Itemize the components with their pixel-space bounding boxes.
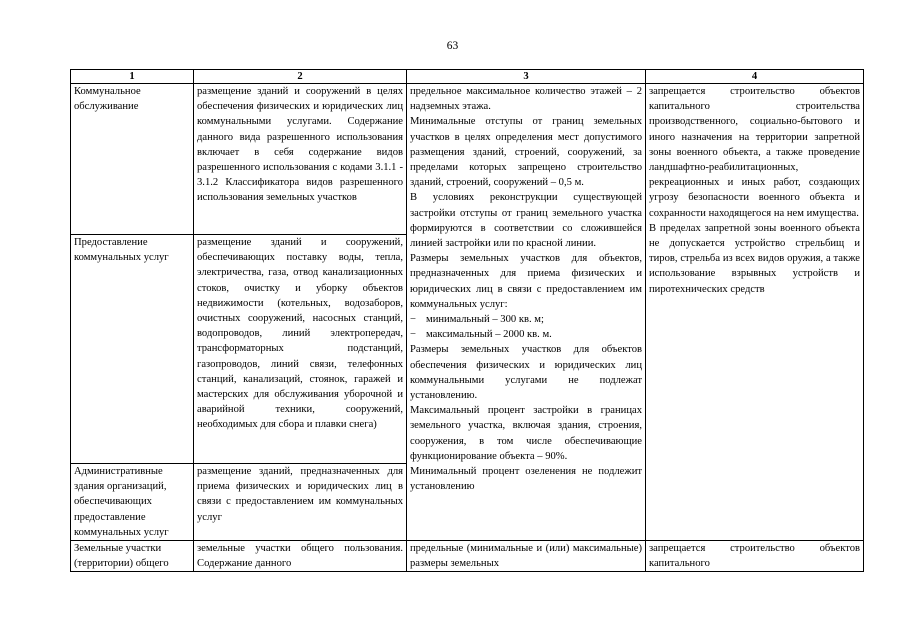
reconstruction-text: В условиях реконструкции существующей застройки отступы от границ земельного участка формируются в соответствии со сложившейся линией застройки или по красной линии. [410, 192, 642, 250]
column-header-2: 2 [194, 70, 407, 84]
use-type-description: размещение зданий и сооружений, обеспечивающих поставку воды, тепла, электричества, газа, отвод канализационных стоков, очистку и уборку объектов недвижимости (котельных, водозаборов, очистных сооружений, насосных станций, водопроводов, линий электропередач, трансформаторных подстанций, газопроводов, линий связи, телефонных станций, канализаций, стоянок, гаражей и мастерских для обслуживания уборочной и аварийной техники, сооружений, необходимых для сбора и плавки снега) [194, 235, 407, 464]
restrictions-cell: запрещается строительство объектов капитального [646, 541, 864, 572]
regulations-table [70, 69, 864, 572]
dash-item [410, 327, 642, 342]
dash-marker: − [410, 329, 416, 341]
column-header-3: 3 [407, 70, 646, 84]
use-type-description: размещение зданий, предназначенных для приема физических и юридических лиц в связи с предоставлением им коммунальных услуг [194, 464, 407, 541]
use-type-name: Земельные участки (территории) общего [71, 541, 194, 572]
column-header-1: 1 [71, 70, 194, 84]
table-row [71, 84, 864, 235]
use-type-name: Предоставление коммунальных услуг [71, 235, 194, 464]
max-size-text: максимальный – 2000 кв. м. [426, 329, 552, 341]
restriction-text: В пределах запретной зоны военного объекта не допускается устройство стрельбищ и тиров, стрельба из всех видов оружия, а также использование взрывных устройств и пиротехнических средств [649, 222, 860, 295]
no-size-limit-text: Размеры земельных участков для объектов обеспечения физических и юридических лиц коммунальными услугами не подлежат установлению. [410, 344, 642, 402]
use-type-description: земельные участки общего пользования. Содержание данного [194, 541, 407, 572]
page-number: 63 [446, 40, 459, 52]
column-header-4: 4 [646, 70, 864, 84]
table-row [71, 541, 864, 572]
use-type-name: Коммунальное обслуживание [71, 84, 194, 235]
restriction-text: запрещается строительство объектов капитального строительства производственного, социально-бытового и иного назначения на территории запретной зоны военного объекта, а также проведение ландшафтно-реабилитационных, рекреационных и иных работ, создающих угрозу безопасности военного объекта и сохранности находящегося на нем имущества. [649, 86, 860, 219]
parameters-cell: предельные (минимальные и (или) максимальные) размеры земельных [407, 541, 646, 572]
max-floors-text: предельное максимальное количество этажей – 2 надземных этажа. [410, 86, 642, 113]
min-greenery-text: Минимальный процент озеленения не подлежит установлению [410, 466, 642, 493]
table-header-row [71, 70, 864, 84]
min-size-text: минимальный – 300 кв. м; [426, 314, 544, 326]
dash-item [410, 312, 642, 327]
dash-marker: − [410, 314, 416, 326]
max-coverage-text: Максимальный процент застройки в границах земельного участка, включая здания, строения, сооружения, в том числе обеспечивающие функционирование объекта – 90%. [410, 405, 642, 462]
parameters-cell [407, 84, 646, 541]
min-setbacks-text: Минимальные отступы от границ земельных участков в целях определения мест допустимого размещения зданий, строений, сооружений, за пределами которых запрещено строительство зданий, строений, сооружений – 0,5 м. [410, 116, 642, 189]
plot-sizes-text: Размеры земельных участков для объектов, предназначенных для приема физических и юридических лиц в связи с предоставлением им коммунальных услуг: [410, 253, 642, 310]
use-type-name: Административные здания организаций, обеспечивающих предоставление коммунальных услуг [71, 464, 194, 541]
restrictions-cell [646, 84, 864, 541]
use-type-description: размещение зданий и сооружений в целях обеспечения физических и юридических лиц коммунальными услугами. Содержание данного вида разрешенного использования включает в себя содержание видов разрешенного использования с кодами 3.1.1 - 3.1.2 Классификатора видов разрешенного использования земельных участков [194, 84, 407, 235]
